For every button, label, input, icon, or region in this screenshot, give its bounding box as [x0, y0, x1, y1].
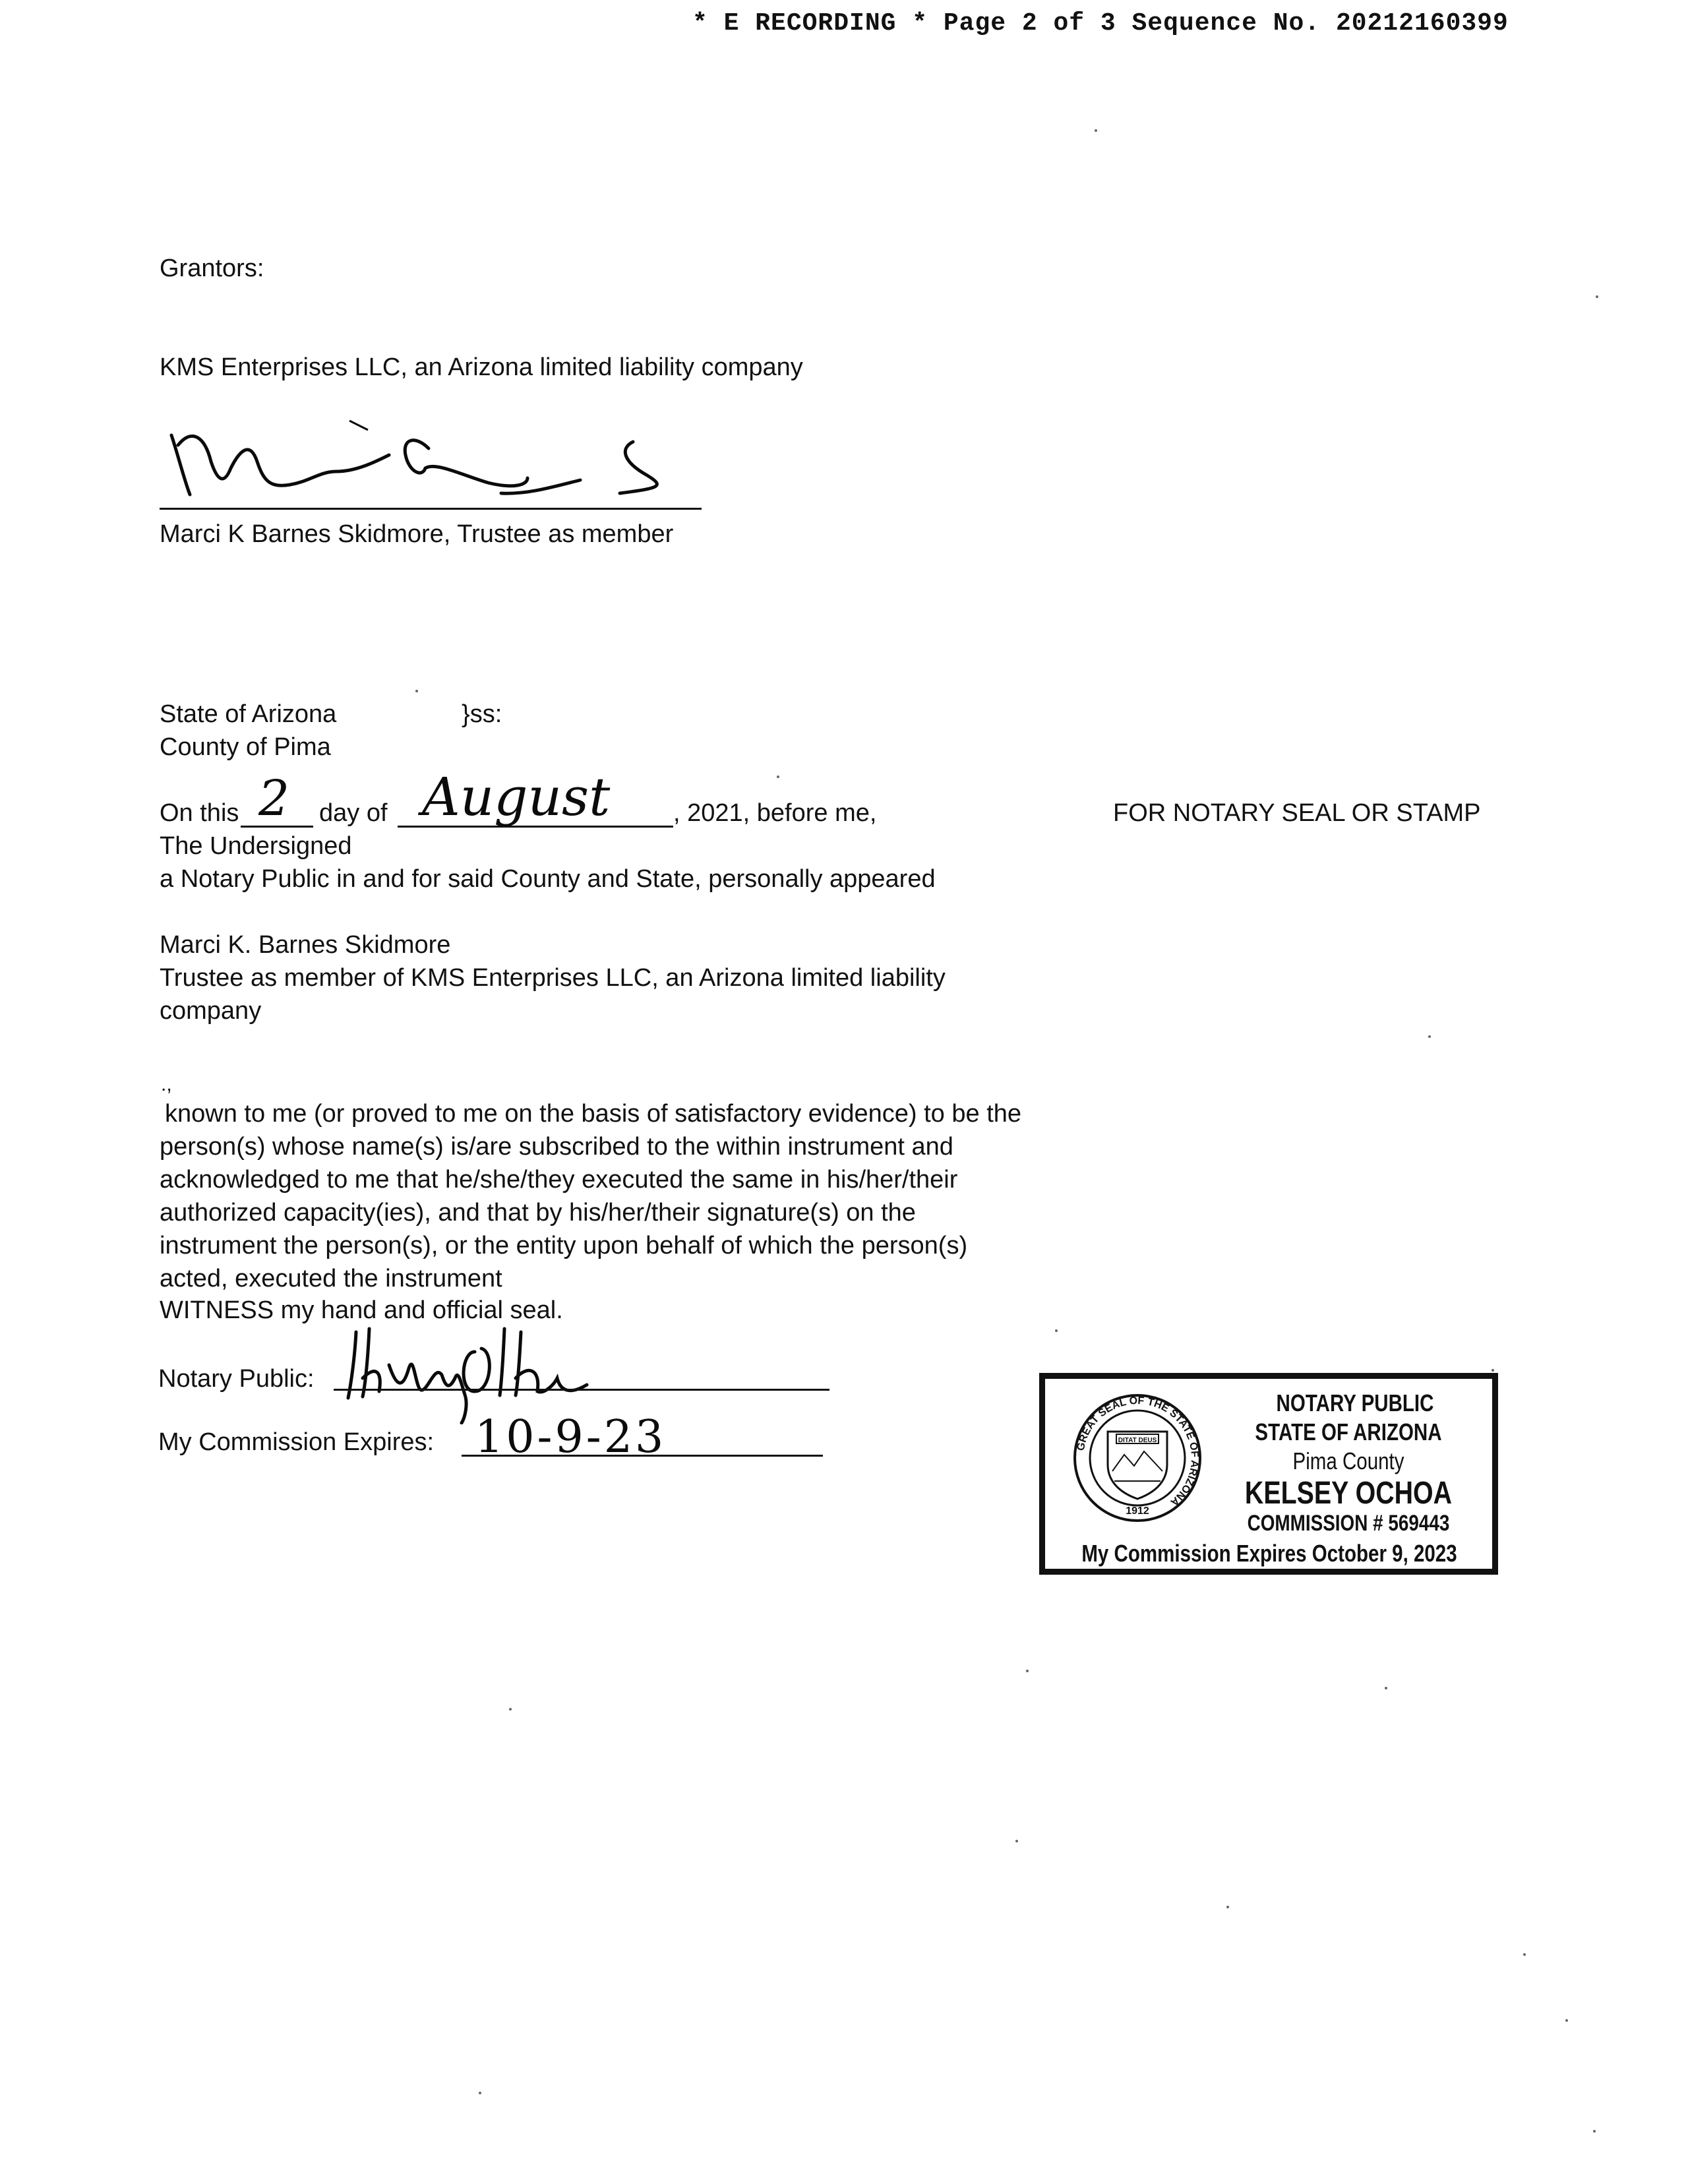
arizona-state-seal: [1071, 1392, 1203, 1524]
seal-year: 1912: [1126, 1505, 1149, 1517]
body-line-6: acted, executed the instrument: [160, 1265, 502, 1292]
appearing-person-capacity-2: company: [160, 997, 262, 1025]
witness-line: WITNESS my hand and official seal.: [160, 1296, 563, 1324]
notary-public-label: Notary Public:: [158, 1365, 315, 1393]
scan-speck: [1226, 1906, 1229, 1908]
scan-speck: [1026, 1670, 1029, 1672]
grantor-signatory-name: Marci K Barnes Skidmore, Trustee as member: [160, 520, 674, 548]
seal-ring-text: GREAT SEAL OF THE STATE OF ARIZONA: [1075, 1395, 1201, 1508]
recording-header: * E RECORDING * Page 2 of 3 Sequence No. 20212160399: [692, 9, 1509, 38]
day-value: 2: [258, 770, 290, 827]
scan-speck: [1565, 2019, 1568, 2022]
stamp-notary-name: KELSEY OCHOA: [1244, 1476, 1453, 1511]
seal-motto: DITAT DEUS: [1118, 1437, 1157, 1444]
scan-speck: [415, 690, 418, 692]
scan-speck: [1095, 129, 1097, 132]
notary-signature: [343, 1312, 620, 1424]
stamp-notary-public: NOTARY PUBLIC: [1276, 1389, 1434, 1416]
scan-speck: [1596, 295, 1598, 298]
scan-speck: [509, 1708, 512, 1711]
stamp-commission-number: COMMISSION # 569443: [1247, 1511, 1450, 1536]
grantor-company: KMS Enterprises LLC, an Arizona limited liability company: [160, 353, 803, 381]
venue-county: County of Pima: [160, 733, 331, 761]
commission-expires-label: My Commission Expires:: [158, 1428, 435, 1456]
month-value: August: [422, 766, 611, 828]
body-line-2: person(s) whose name(s) is/are subscribed to the within instrument and: [160, 1133, 953, 1161]
scan-speck: [1593, 2130, 1596, 2133]
scan-speck: [1492, 1369, 1494, 1372]
body-line-4: authorized capacity(ies), and that by his/her/their signature(s) on the: [160, 1199, 916, 1227]
body-line-3: acknowledged to me that he/she/they executed the same in his/her/their: [160, 1166, 958, 1194]
grantors-heading: Grantors:: [160, 255, 264, 282]
venue-state: State of Arizona: [160, 700, 337, 728]
notary-stamp: [1039, 1373, 1498, 1575]
on-this-label: On this: [160, 799, 239, 827]
grantor-signature-line: [160, 508, 702, 510]
appearing-person-name: Marci K. Barnes Skidmore: [160, 931, 451, 959]
scan-speck: [1385, 1687, 1387, 1689]
scan-speck: [1428, 1035, 1431, 1038]
stamp-state: STATE OF ARIZONA: [1255, 1418, 1442, 1445]
notary-appearance-line: a Notary Public in and for said County and State, personally appeared: [160, 865, 936, 893]
seal-area-label: FOR NOTARY SEAL OR STAMP: [1113, 799, 1481, 827]
stray-mark: .,: [161, 1074, 172, 1095]
scan-speck: [1015, 1840, 1018, 1842]
scan-speck: [1523, 1953, 1526, 1956]
scan-speck: [777, 775, 779, 778]
scan-speck: [1055, 1329, 1058, 1332]
scan-speck: [479, 2092, 481, 2094]
appearing-person-capacity-1: Trustee as member of KMS Enterprises LLC, an Arizona limited liability: [160, 964, 946, 992]
venue-ss: }ss:: [462, 700, 502, 728]
day-of-label: day of: [319, 799, 388, 827]
stamp-county: Pima County: [1292, 1447, 1404, 1474]
body-line-5: instrument the person(s), or the entity upon behalf of which the person(s): [160, 1232, 968, 1259]
notary-signature-line: [334, 1389, 829, 1391]
undersigned-label: The Undersigned: [160, 832, 352, 860]
commission-expires-value: 10-9-23: [475, 1411, 667, 1463]
grantor-signature: [158, 409, 712, 514]
body-line-1: known to me (or proved to me on the basis of satisfactory evidence) to be the: [165, 1100, 1022, 1128]
year-text: , 2021, before me,: [673, 799, 877, 827]
stamp-commission-expires: My Commission Expires October 9, 2023: [1081, 1540, 1457, 1567]
